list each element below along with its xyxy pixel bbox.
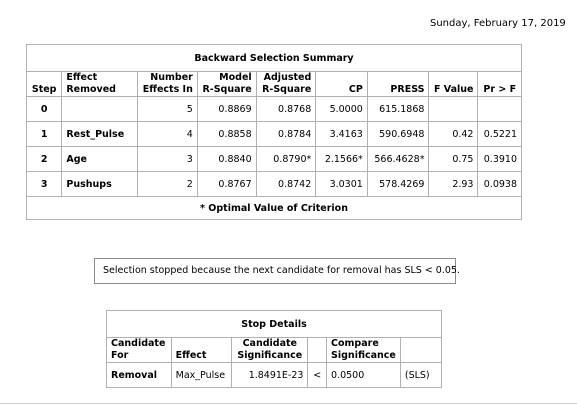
cell-criterion-tag: (SLS) — [400, 363, 441, 388]
table-row — [27, 97, 522, 122]
cell-pr-f: 0.5221 — [478, 122, 522, 147]
cell-effect — [62, 97, 138, 122]
col-compare-significance: Compare Significance — [327, 338, 401, 363]
cell-number: 4 — [138, 122, 198, 147]
cell-model-rsq: 0.8858 — [197, 122, 256, 147]
cell-press: 566.4628* — [367, 147, 429, 172]
cell-step: 3 — [27, 172, 62, 197]
cell-press: 615.1868 — [367, 97, 429, 122]
col-step: Step — [27, 72, 62, 97]
cell-model-rsq: 0.8869 — [197, 97, 256, 122]
cell-cp: 3.0301 — [316, 172, 368, 197]
table-row — [27, 172, 522, 197]
cell-adj-rsq: 0.8790* — [256, 147, 316, 172]
cell-f-value — [429, 97, 478, 122]
cell-candidate-significance: 1.8491E-23 — [232, 363, 308, 388]
col-effect: Effect — [171, 338, 231, 363]
cell-effect: Max_Pulse — [171, 363, 231, 388]
backward-selection-summary-table — [26, 44, 522, 220]
cell-effect: Rest_Pulse — [62, 122, 138, 147]
selection-stopped-note: Selection stopped because the next candidate for removal has SLS < 0.05. — [94, 258, 456, 284]
cell-candidate-for: Removal — [107, 363, 172, 388]
cell-cp: 3.4163 — [316, 122, 368, 147]
col-compare-op — [308, 338, 327, 363]
cell-step: 1 — [27, 122, 62, 147]
cell-pr-f: 0.0938 — [478, 172, 522, 197]
col-number-effects-in: Number Effects In — [138, 72, 198, 97]
col-press: PRESS — [367, 72, 429, 97]
stop-header-row — [107, 338, 442, 363]
col-f-value: F Value — [429, 72, 478, 97]
cell-step: 0 — [27, 97, 62, 122]
cell-adj-rsq: 0.8784 — [256, 122, 316, 147]
col-candidate-for: Candidate For — [107, 338, 172, 363]
stop-details-table — [106, 310, 442, 388]
cell-number: 3 — [138, 147, 198, 172]
col-candidate-significance: Candidate Significance — [232, 338, 308, 363]
cell-cp: 2.1566* — [316, 147, 368, 172]
bottom-divider — [0, 403, 577, 404]
cell-step: 2 — [27, 147, 62, 172]
cell-effect: Age — [62, 147, 138, 172]
cell-cp: 5.0000 — [316, 97, 368, 122]
summary-header-row — [27, 72, 522, 97]
cell-f-value: 0.42 — [429, 122, 478, 147]
col-model-rsquare: Model R-Square — [197, 72, 256, 97]
col-pr-f: Pr > F — [478, 72, 522, 97]
cell-press: 578.4269 — [367, 172, 429, 197]
cell-f-value: 2.93 — [429, 172, 478, 197]
cell-model-rsq: 0.8840 — [197, 147, 256, 172]
col-effect-removed: Effect Removed — [62, 72, 138, 97]
report-date: Sunday, February 17, 2019 — [430, 18, 566, 29]
cell-effect: Pushups — [62, 172, 138, 197]
cell-adj-rsq: 0.8768 — [256, 97, 316, 122]
cell-pr-f — [478, 97, 522, 122]
table-row — [27, 122, 522, 147]
summary-title: Backward Selection Summary — [27, 45, 522, 72]
col-criterion-tag — [400, 338, 441, 363]
stop-details-title: Stop Details — [107, 311, 442, 338]
cell-number: 2 — [138, 172, 198, 197]
cell-compare-op: < — [308, 363, 327, 388]
col-adjusted-rsquare: Adjusted R-Square — [256, 72, 316, 97]
table-row — [27, 147, 522, 172]
table-row — [107, 363, 442, 388]
cell-press: 590.6948 — [367, 122, 429, 147]
cell-adj-rsq: 0.8742 — [256, 172, 316, 197]
cell-compare-significance: 0.0500 — [327, 363, 401, 388]
cell-pr-f: 0.3910 — [478, 147, 522, 172]
col-cp: CP — [316, 72, 368, 97]
summary-footnote: * Optimal Value of Criterion — [27, 197, 522, 220]
cell-number: 5 — [138, 97, 198, 122]
cell-f-value: 0.75 — [429, 147, 478, 172]
cell-model-rsq: 0.8767 — [197, 172, 256, 197]
